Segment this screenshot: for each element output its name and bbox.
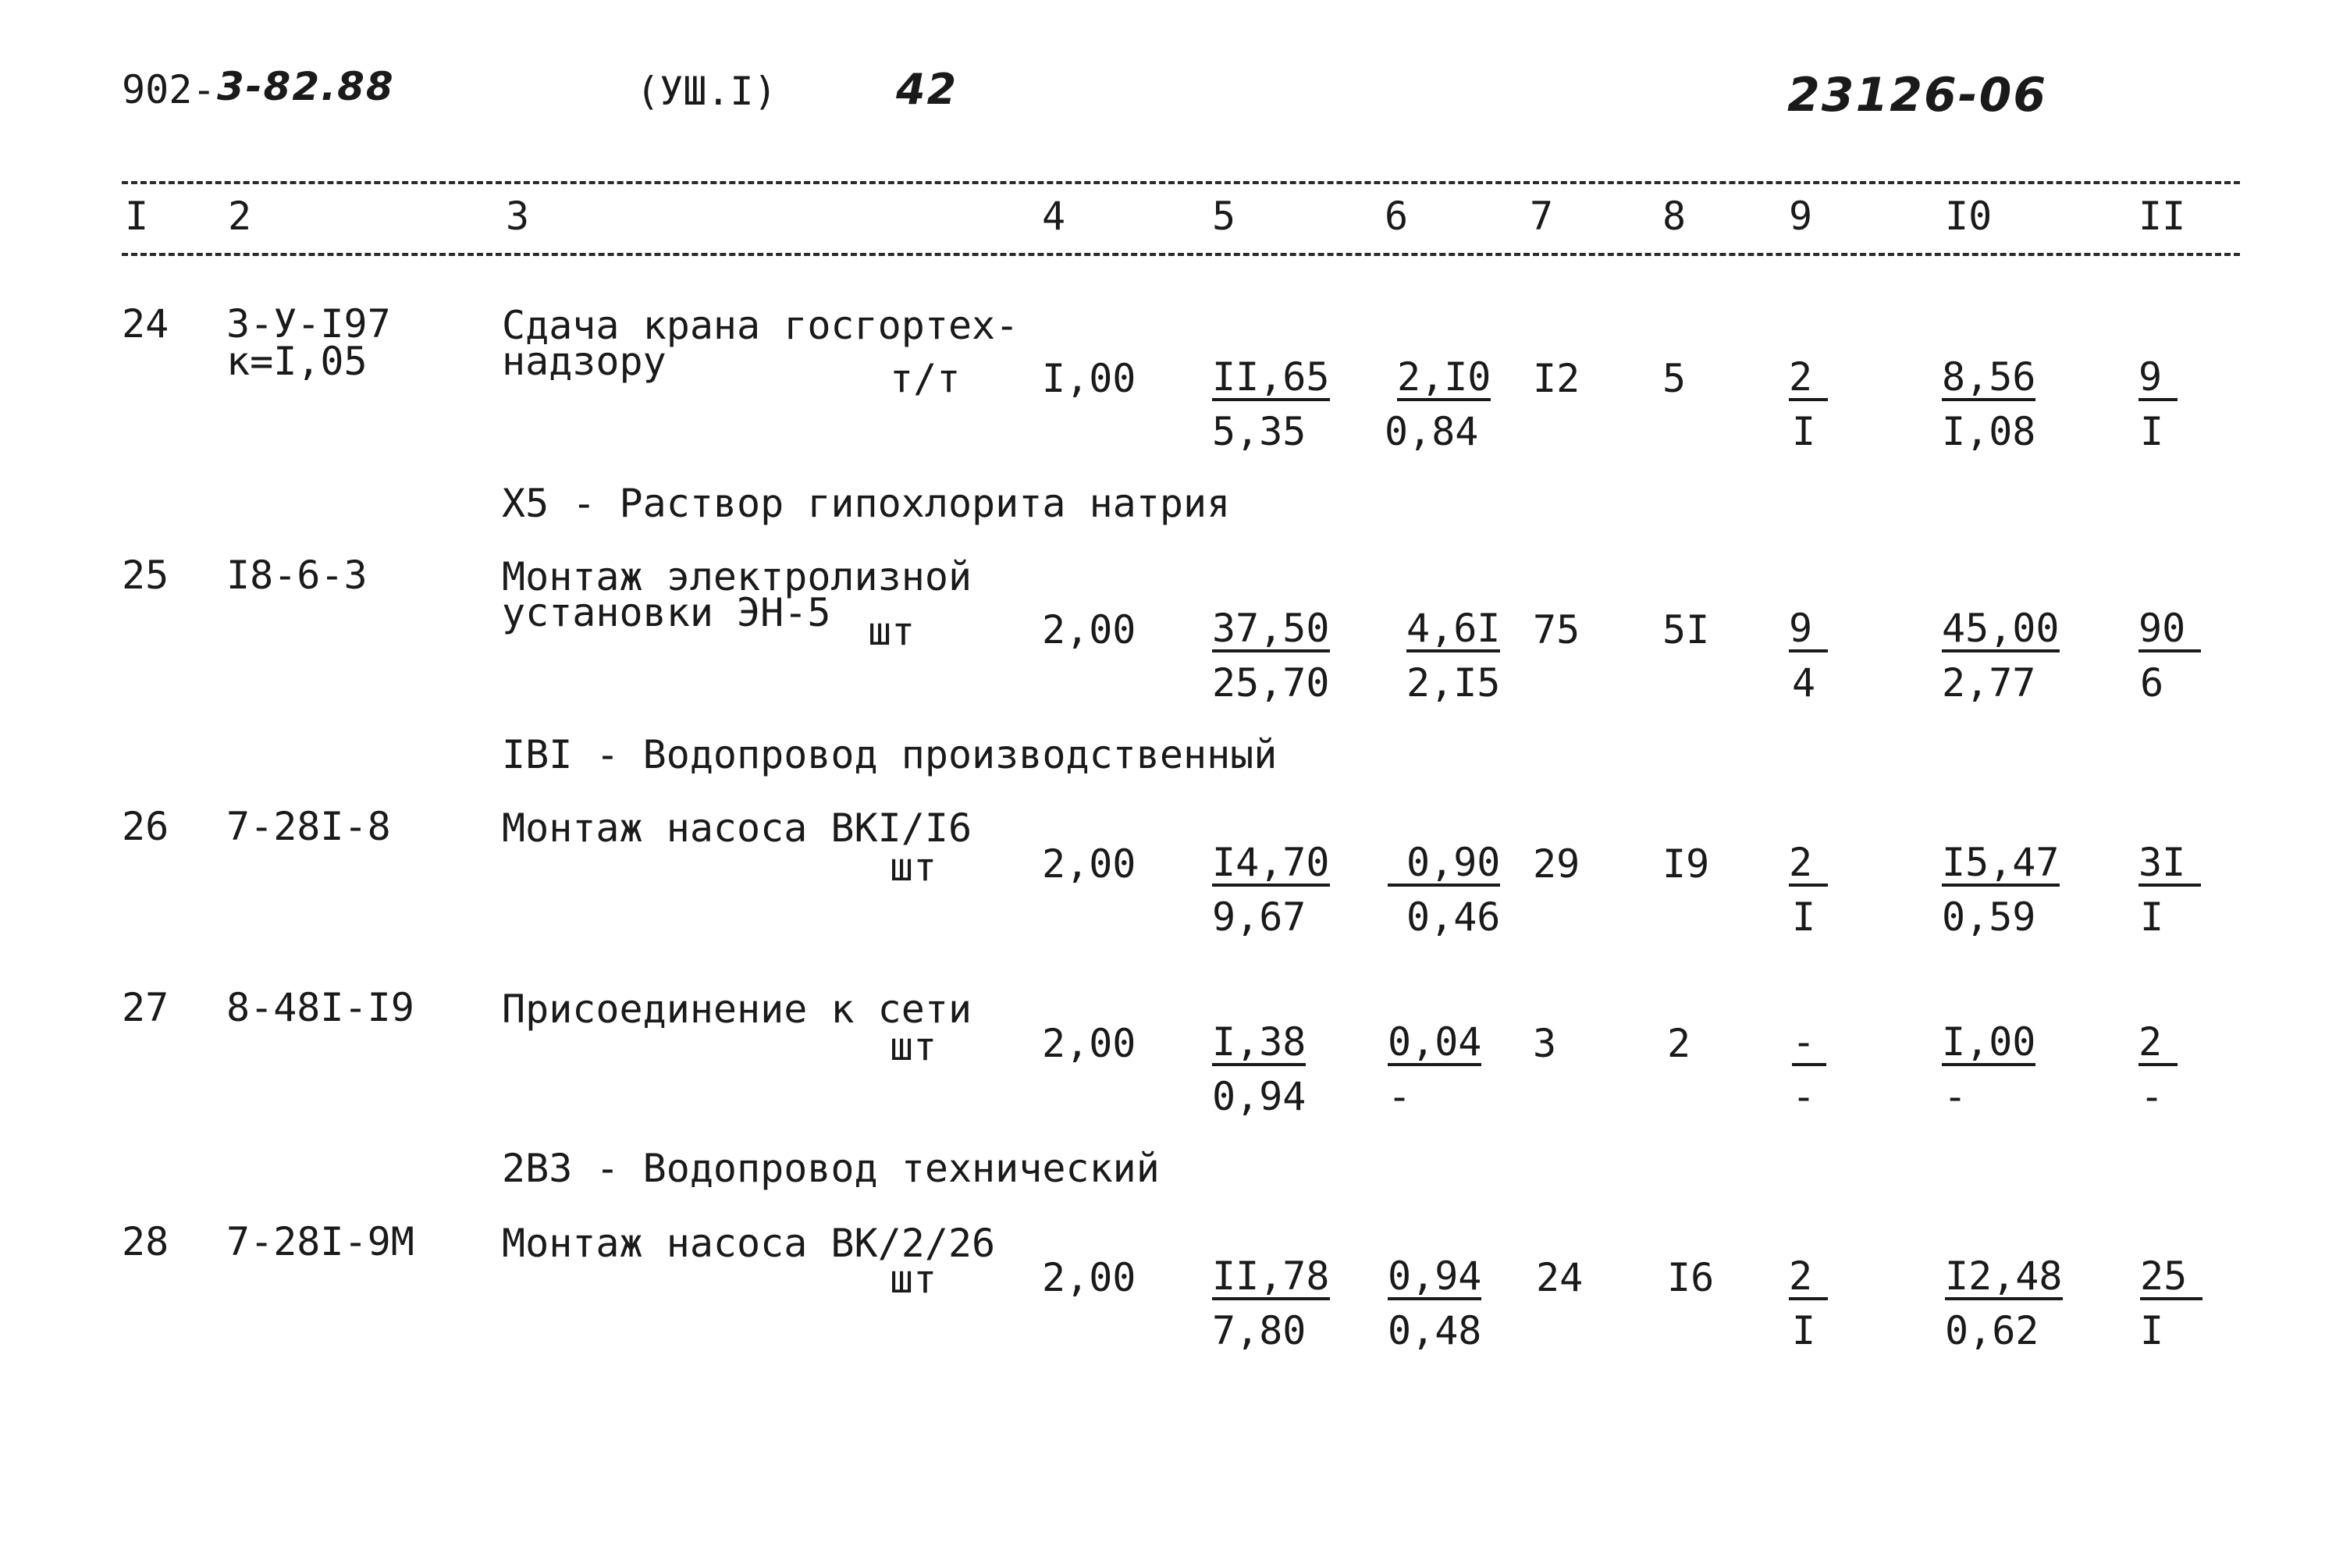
work-name-line2: надзору	[502, 339, 667, 384]
col6-bottom: 0,84	[1385, 409, 1479, 454]
col10-bottom: -	[1943, 1074, 1968, 1119]
col10-top: I2,48	[1945, 1253, 2063, 1299]
norm-code: 7-28I-8	[226, 804, 391, 849]
column-header: 4	[1042, 194, 1066, 239]
col7: 24	[1536, 1255, 1584, 1300]
row-number: 24	[122, 301, 169, 347]
row-number: 26	[122, 804, 169, 849]
col10-top: I5,47	[1942, 840, 2060, 885]
norm-code: 3-У-I97	[226, 301, 391, 347]
col9-bottom: I	[1792, 409, 1816, 454]
section-heading: 2В3 - Водопровод технический	[502, 1146, 1160, 1191]
column-header: II	[2138, 194, 2186, 239]
quantity: 2,00	[1042, 1255, 1136, 1300]
doc-prefix: 902-	[122, 67, 216, 112]
column-header: 6	[1385, 194, 1409, 239]
column-header: 2	[228, 194, 252, 239]
column-header: 3	[506, 194, 530, 239]
col9-bottom: -	[1792, 1074, 1816, 1119]
col5-top: II,78	[1212, 1253, 1330, 1299]
column-header: 5	[1212, 194, 1236, 239]
col6-bottom: 0,46	[1406, 894, 1501, 940]
col6-top: 2,I0	[1397, 354, 1491, 400]
work-name-line1: Монтаж насоса ВКI/I6	[502, 805, 972, 851]
unit: т/т	[890, 356, 961, 401]
work-name-line1: Присоединение к сети	[502, 987, 972, 1032]
col10-bottom: 0,62	[1945, 1308, 2039, 1353]
row-number: 25	[122, 553, 169, 598]
col7: 75	[1533, 607, 1580, 652]
col8: 5	[1662, 356, 1687, 401]
col6-bottom: 0,48	[1388, 1308, 1482, 1353]
column-header: I0	[1945, 194, 1993, 239]
col6-top: 0,94	[1388, 1253, 1482, 1299]
unit: шт	[868, 609, 915, 654]
col11-bottom: -	[2140, 1074, 2164, 1119]
col9-top: 2	[1789, 1257, 1828, 1300]
col10-top: 8,56	[1942, 354, 2036, 400]
section-heading: Х5 - Раствор гипохлорита натрия	[502, 481, 1231, 526]
col8: 2	[1667, 1021, 1691, 1066]
work-name-line1: Монтаж электролизной	[502, 554, 972, 599]
col6-top: 0,90	[1388, 843, 1500, 887]
col11-top: 9	[2138, 357, 2178, 401]
archive-number: 23126-06	[1787, 68, 2048, 123]
col5-bottom: 7,80	[1212, 1308, 1307, 1353]
col6-top: 4,6I	[1406, 606, 1501, 651]
col11-top: 90	[2138, 609, 2201, 652]
doc-number-handwritten: 3-82.88	[217, 64, 395, 109]
quantity: 2,00	[1042, 1021, 1136, 1066]
page-number: 42	[896, 65, 958, 114]
col9-bottom: I	[1792, 894, 1816, 940]
row-number: 28	[122, 1219, 169, 1264]
work-name-line1: Сдача крана госгортех-	[502, 303, 1019, 348]
table-top-rule	[122, 181, 2240, 184]
col5-bottom: 9,67	[1212, 894, 1307, 940]
col5-top: I4,70	[1212, 840, 1330, 885]
quantity: 2,00	[1042, 841, 1136, 887]
col8: I9	[1662, 841, 1710, 887]
col9-top: -	[1792, 1022, 1826, 1066]
work-name-line1: Монтаж насоса ВК/2/26	[502, 1221, 996, 1266]
section-heading: IВI - Водопровод производственный	[502, 732, 1278, 777]
column-header: 9	[1789, 194, 1813, 239]
col5-bottom: 0,94	[1212, 1074, 1307, 1119]
col9-top: 9	[1789, 609, 1828, 652]
col6-bottom: -	[1388, 1074, 1412, 1119]
col5-bottom: 25,70	[1212, 660, 1330, 706]
work-name-line2: установки ЭН-5	[502, 590, 831, 635]
col7: 29	[1533, 841, 1580, 887]
col11-bottom: I	[2140, 409, 2164, 454]
norm-code: I8-6-3	[226, 553, 368, 598]
col8: I6	[1667, 1255, 1715, 1300]
column-header: 8	[1662, 194, 1687, 239]
col8: 5I	[1662, 607, 1710, 652]
col9-top: 2	[1789, 843, 1828, 887]
quantity: I,00	[1042, 356, 1136, 401]
quantity: 2,00	[1042, 607, 1136, 652]
col10-bottom: I,08	[1942, 409, 2036, 454]
col5-top: 37,50	[1212, 606, 1330, 651]
norm-code: 7-28I-9М	[226, 1219, 414, 1264]
col10-bottom: 0,59	[1942, 894, 2036, 940]
unit: шт	[890, 844, 937, 890]
norm-code: 8-48I-I9	[226, 985, 414, 1030]
table-header-rule	[122, 253, 2240, 256]
col7: 3	[1533, 1021, 1557, 1066]
row-number: 27	[122, 985, 169, 1030]
column-header: 7	[1530, 194, 1554, 239]
col10-top: 45,00	[1942, 606, 2060, 651]
section-code: (УШ.I)	[636, 69, 777, 114]
col5-top: I,38	[1212, 1019, 1307, 1065]
col9-top: 2	[1789, 357, 1828, 401]
unit: шт	[890, 1257, 937, 1302]
norm-coefficient: к=I,05	[226, 339, 368, 384]
column-header: I	[125, 194, 149, 239]
col11-bottom: I	[2140, 894, 2164, 940]
col11-top: 2	[2138, 1022, 2178, 1066]
col11-top: 25	[2140, 1257, 2202, 1300]
col9-bottom: 4	[1792, 660, 1816, 706]
col10-top: I,00	[1942, 1019, 2036, 1065]
col6-bottom: 2,I5	[1406, 660, 1501, 706]
col10-bottom: 2,77	[1942, 660, 2036, 706]
col7: I2	[1533, 356, 1580, 401]
col11-bottom: 6	[2140, 660, 2164, 706]
col11-bottom: I	[2140, 1308, 2164, 1353]
unit: шт	[890, 1024, 937, 1069]
col5-bottom: 5,35	[1212, 409, 1307, 454]
col11-top: 3I	[2138, 843, 2201, 887]
col6-top: 0,04	[1388, 1019, 1482, 1065]
col9-bottom: I	[1792, 1308, 1816, 1353]
col5-top: II,65	[1212, 354, 1330, 400]
